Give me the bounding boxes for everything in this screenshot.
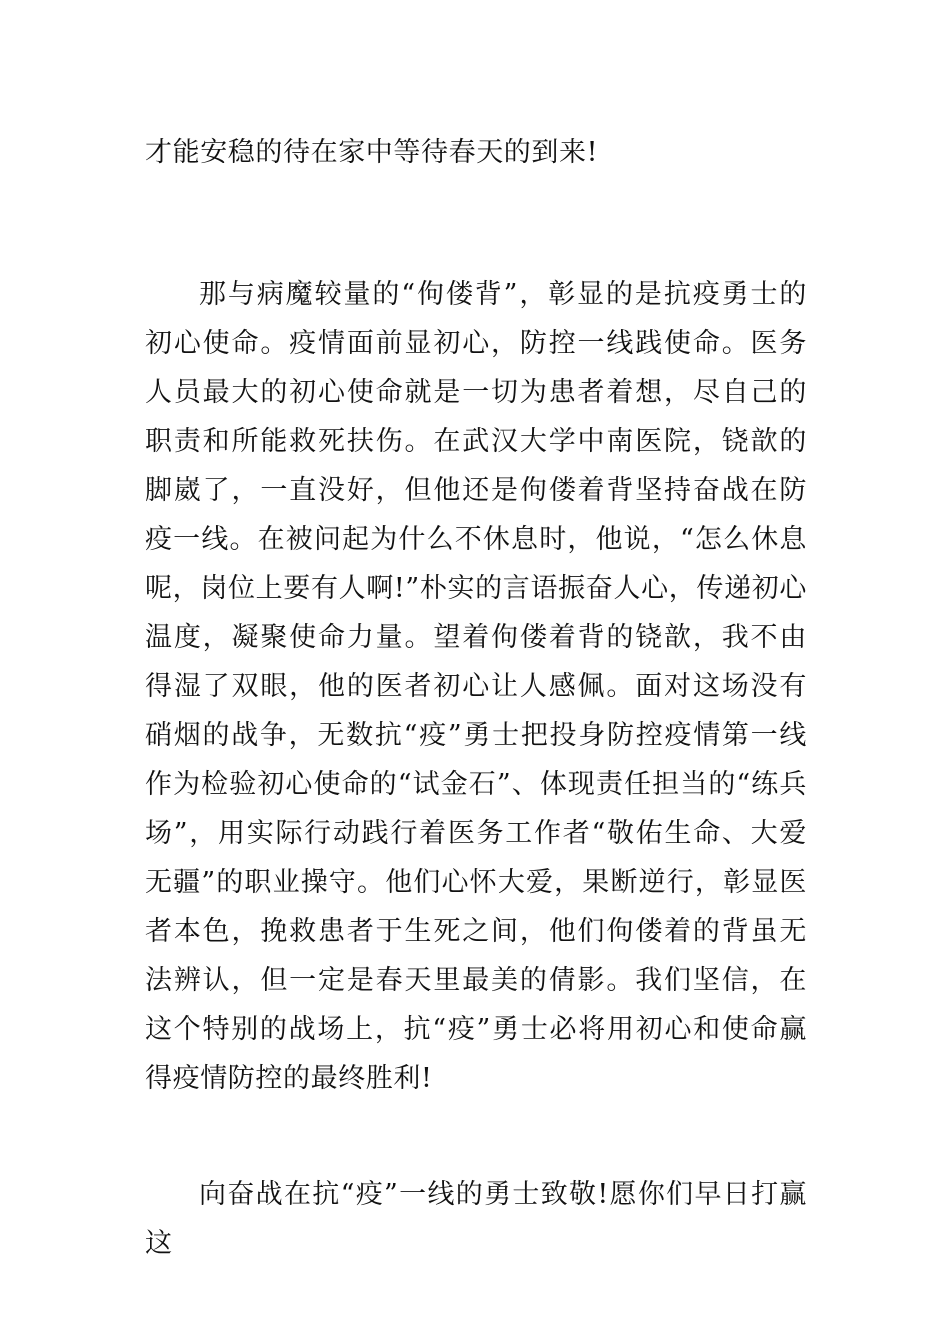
paragraph-body: 那与病魔较量的“佝偻背”，彰显的是抗疫勇士的初心使命。疫情面前显初心，防控一线践使命。医务人员最大的初心使命就是一切为患者着想，尽自己的职责和所能救死扶伤。在武汉大学中南医院，铙歆的脚崴了，一直没好，但他还是佝偻着背坚持奋战在防疫一线。在被问起为什么不休息时，他说，“怎么休息呢，岗位上要有人啊!”朴实的言语振奋人心，传递初心温度，凝聚使命力量。望着佝偻着背的铙歆，我不由得湿了双眼，他的医者初心让人感佩。面对这场没有硝烟的战争，无数抗“疫”勇士把投身防控疫情第一线作为检验初心使命的“试金石”、体现责任担当的“练兵场”，用实际行动践行着医务工作者“敬佑生命、大爱无疆”的职业操守。他们心怀大爱，果断逆行，彰显医者本色，挽救患者于生死之间，他们佝偻着的背虽无法辨认，但一定是春天里最美的倩影。我们坚信，在这个特别的战场上，抗“疫”勇士必将用初心和使命赢得疫情防控的最终胜利! [145,279,807,1094]
paragraph-continuation: 才能安稳的待在家中等待春天的到来! [145,137,599,168]
paragraph-closing: 向奋战在抗“疫”一线的勇士致敬!愿你们早日打赢这 [145,1179,807,1259]
